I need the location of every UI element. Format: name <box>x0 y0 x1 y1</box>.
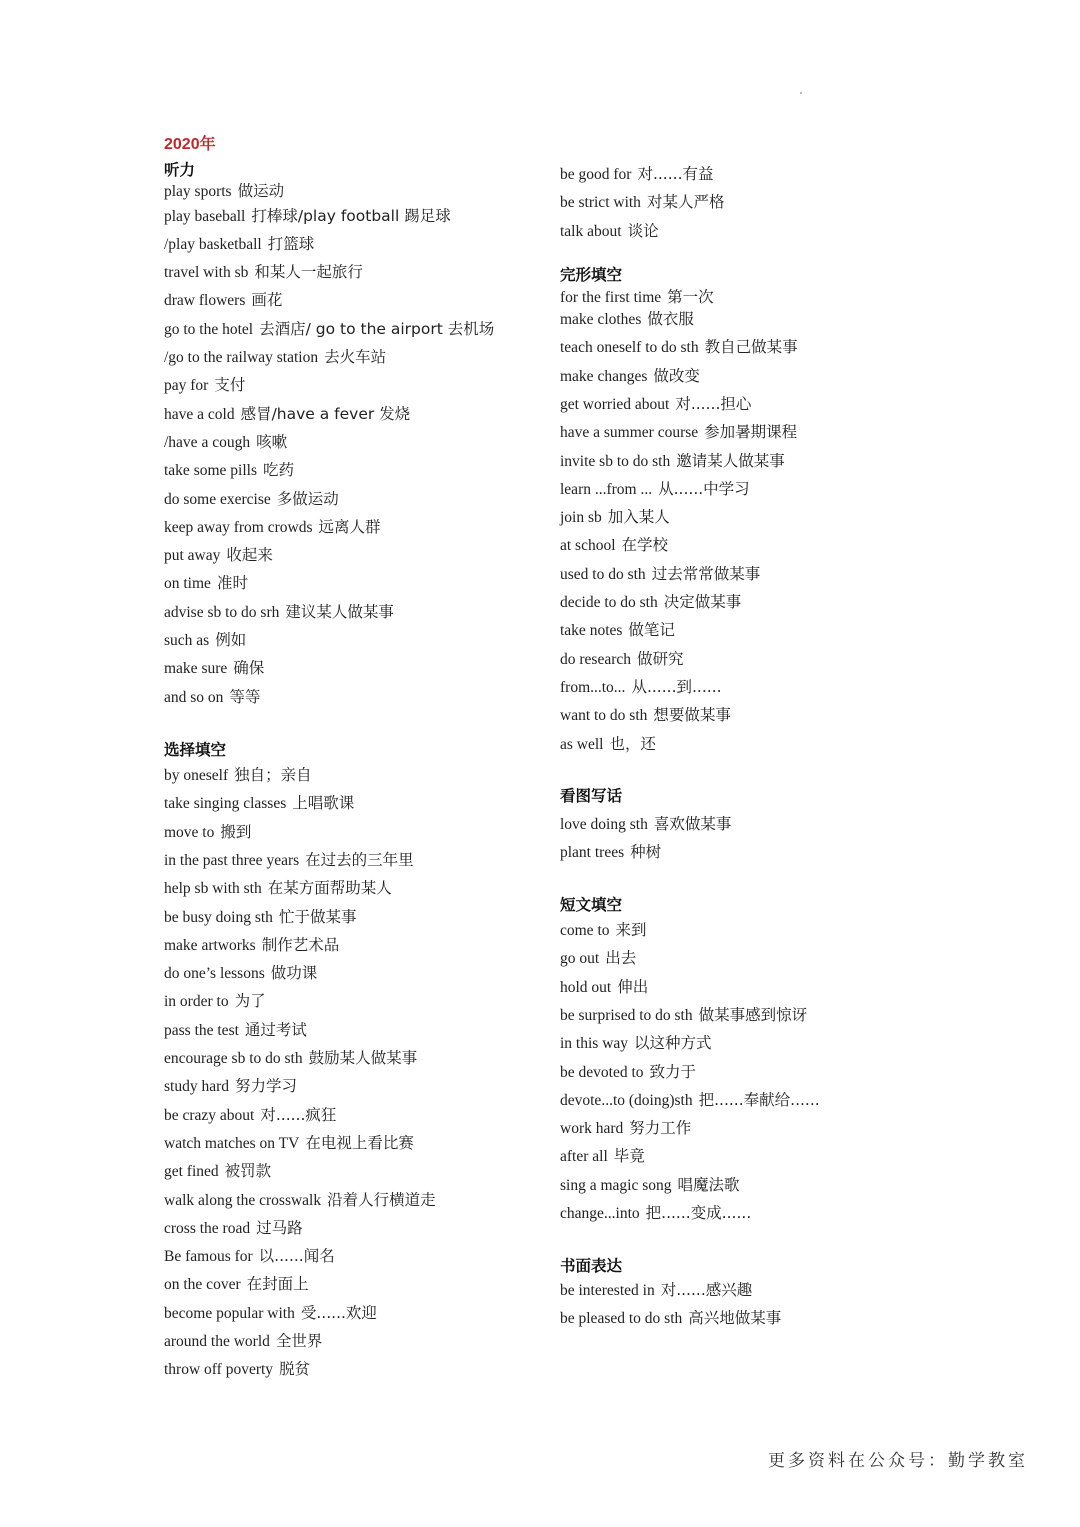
phrase-row <box>560 1005 807 1026</box>
phrase-chinese: 做研究 <box>637 649 684 668</box>
phrase-row <box>164 1105 336 1126</box>
phrase-chinese: 被罚款 <box>224 1162 272 1181</box>
phrase-english: be good for <box>560 166 632 183</box>
phrase-english: in the past three years <box>164 851 300 869</box>
phrase-english: cross the road <box>164 1219 251 1237</box>
phrase-row <box>560 337 798 358</box>
phrase-english: make clothes <box>560 311 642 328</box>
section-heading-passage-fill: 短文填空 <box>560 896 623 914</box>
phrase-chinese: 鼓励某人做某事 <box>308 1049 418 1067</box>
phrase-chinese: 做某事感到惊讶 <box>698 1005 808 1024</box>
phrase-chinese: 通过考试 <box>244 1020 307 1039</box>
phrase-english: hold out <box>560 978 612 996</box>
phrase-chinese: 全世界 <box>275 1332 323 1350</box>
phrase-english: in this way <box>560 1035 629 1053</box>
phrase-english: draw flowers <box>164 292 246 310</box>
phrase-chinese: 上唱歌课 <box>292 794 355 813</box>
phrase-english: talk about <box>560 222 622 240</box>
phrase-chinese: 忙于做某事 <box>278 907 357 926</box>
phrase-english: /go to the railway station <box>164 349 319 366</box>
phrase-chinese: 感冒/have a fever 发烧 <box>240 404 411 423</box>
phrase-chinese: 种树 <box>630 843 662 862</box>
phrase-chinese: 例如 <box>215 631 247 649</box>
phrase-row <box>164 963 317 984</box>
phrase-english: on the cover <box>164 1276 241 1294</box>
phrase-chinese: 唱魔法歌 <box>677 1175 740 1194</box>
phrase-chinese: 伸出 <box>617 977 649 996</box>
phrase-english: be surprised to do sth <box>560 1006 693 1024</box>
phrase-english: be devoted to <box>560 1063 644 1081</box>
phrase-row <box>164 658 264 679</box>
phrase-row <box>560 734 656 755</box>
phrase-chinese: 努力学习 <box>235 1077 298 1096</box>
phrase-row <box>560 366 700 387</box>
phrase-english: pay for <box>164 377 209 395</box>
phrase-chinese: 从......中学习 <box>658 479 750 498</box>
phrase-chinese: 喜欢做某事 <box>653 815 732 833</box>
phrase-row <box>164 1076 297 1097</box>
phrase-english: join sb <box>560 509 602 527</box>
phrase-english: /play basketball <box>164 235 262 253</box>
phrase-row <box>164 822 251 843</box>
phrase-row <box>560 677 722 698</box>
phrase-chinese: 对......疯狂 <box>260 1105 337 1124</box>
footer-note: 更多资料在公众号：勤学教室 <box>768 1451 1028 1471</box>
phrase-row <box>164 878 392 899</box>
phrase-english: such as <box>164 632 210 649</box>
phrase-chinese: 教自己做某事 <box>704 338 798 357</box>
phrase-row <box>560 1146 645 1167</box>
phrase-chinese: 致力于 <box>649 1062 697 1081</box>
phrase-english: as well <box>560 735 604 753</box>
phrase-row <box>164 1303 377 1324</box>
phrase-chinese: 毕竟 <box>613 1147 645 1166</box>
phrase-chinese: 过马路 <box>256 1218 303 1237</box>
phrase-chinese: 把......变成...... <box>645 1204 752 1222</box>
phrase-chinese: 为了 <box>234 992 266 1011</box>
phrase-row <box>560 1308 781 1329</box>
phrase-chinese: 谈论 <box>627 221 659 240</box>
phrase-english: play baseball <box>164 207 246 225</box>
phrase-row <box>164 1048 417 1069</box>
phrase-row <box>164 206 451 227</box>
phrase-row <box>560 620 675 641</box>
phrase-english: take some pills <box>164 462 257 480</box>
phrase-english: after all <box>560 1148 608 1166</box>
phrase-english: put away <box>164 547 221 565</box>
section-heading-writing: 书面表达 <box>560 1257 623 1275</box>
phrase-chinese: 过去常常做某事 <box>651 564 761 583</box>
phrase-row <box>164 1161 271 1182</box>
phrase-chinese: 支付 <box>214 376 246 395</box>
phrase-english: have a cold <box>164 405 235 423</box>
phrase-english: be busy doing sth <box>164 908 273 926</box>
phrase-chinese: 脱贫 <box>279 1360 311 1379</box>
phrase-row <box>164 907 356 928</box>
phrase-row <box>164 687 260 708</box>
phrase-english: devote...to (doing)sth <box>560 1091 693 1109</box>
phrase-row <box>560 977 648 998</box>
phrase-row <box>560 1090 820 1111</box>
phrase-row <box>164 181 284 202</box>
phrase-chinese: 独自；亲自 <box>234 766 312 784</box>
phrase-english: make sure <box>164 660 228 678</box>
phrase-chinese: 建议某人做某事 <box>285 602 394 621</box>
phrase-chinese: 受......欢迎 <box>300 1303 377 1322</box>
phrase-english: be strict with <box>560 194 641 212</box>
phrase-english: teach oneself to do sth <box>560 339 699 357</box>
phrase-chinese: 努力工作 <box>629 1119 692 1138</box>
phrase-chinese: 参加暑期课程 <box>704 423 798 442</box>
phrase-chinese: 沿着人行横道走 <box>327 1190 436 1209</box>
phrase-english: keep away from crowds <box>164 518 313 536</box>
phrase-row <box>164 1190 436 1211</box>
phrase-row <box>164 602 394 623</box>
phrase-english: move to <box>164 823 215 841</box>
phrase-row <box>164 630 246 651</box>
phrase-chinese: 搬到 <box>220 822 252 841</box>
phrase-english: go out <box>560 950 600 968</box>
phrase-row <box>560 1062 696 1083</box>
phrase-chinese: 对某人严格 <box>646 193 725 212</box>
phrase-english: encourage sb to do sth <box>164 1050 303 1067</box>
phrase-english: do one’s lessons <box>164 965 265 983</box>
phrase-row <box>164 991 266 1012</box>
section-heading-multiple-choice: 选择填空 <box>164 741 227 759</box>
phrase-chinese: 制作艺术品 <box>261 935 340 954</box>
phrase-row <box>164 935 339 956</box>
phrase-english: be interested in <box>560 1282 655 1299</box>
phrase-english: have a summer course <box>560 424 699 442</box>
phrase-chinese: 吃药 <box>263 461 295 480</box>
phrase-chinese: 在学校 <box>621 536 669 555</box>
phrase-english: /have a cough <box>164 433 251 451</box>
phrase-chinese: 出去 <box>605 949 637 968</box>
phrase-chinese: 高兴地做某事 <box>688 1309 782 1328</box>
phrase-english: want to do sth <box>560 707 648 725</box>
phrase-chinese: 去酒店/ go to the airport 去机场 <box>259 319 495 338</box>
phrase-chinese: 和某人一起旅行 <box>254 263 363 282</box>
phrase-chinese: 去火车站 <box>324 348 387 366</box>
phrase-english: become popular with <box>164 1304 295 1322</box>
phrase-english: used to do sth <box>560 565 646 583</box>
phrase-chinese: 等等 <box>229 687 261 706</box>
phrase-chinese: 打篮球 <box>267 234 315 253</box>
phrase-chinese: 咳嗽 <box>256 432 288 451</box>
phrase-english: come to <box>560 922 610 939</box>
phrase-chinese: 做功课 <box>270 964 318 983</box>
phrase-row <box>164 234 314 255</box>
phrase-row <box>164 262 363 283</box>
phrase-chinese: 以这种方式 <box>634 1034 712 1053</box>
phrase-row <box>164 1359 310 1380</box>
phrase-english: study hard <box>164 1078 230 1096</box>
phrase-chinese: 对......感兴趣 <box>660 1281 753 1299</box>
phrase-row <box>164 432 287 453</box>
phrase-row <box>560 1033 712 1054</box>
phrase-row <box>164 489 339 510</box>
phrase-row <box>560 164 714 185</box>
phrase-chinese: 远离人群 <box>318 517 381 536</box>
year-title: 2020年 <box>164 136 216 153</box>
phrase-row <box>560 309 694 330</box>
phrase-english: get worried about <box>560 395 670 413</box>
phrase-chinese: 把......奉献给...... <box>698 1090 820 1109</box>
phrase-row <box>164 1246 335 1267</box>
phrase-english: travel with sb <box>164 264 249 282</box>
phrase-row <box>164 347 386 368</box>
phrase-chinese: 第一次 <box>667 288 714 306</box>
phrase-english: sing a magic song <box>560 1176 672 1194</box>
phrase-english: go to the hotel <box>164 320 254 338</box>
phrase-english: on time <box>164 575 211 593</box>
phrase-row <box>164 290 282 311</box>
phrase-chinese: 做衣服 <box>647 310 694 328</box>
phrase-english: for the first time <box>560 289 662 306</box>
phrase-chinese: 做运动 <box>237 182 285 200</box>
phrase-english: do research <box>560 650 631 668</box>
phrase-row <box>560 451 785 472</box>
phrase-chinese: 确保 <box>233 659 265 678</box>
phrase-english: take notes <box>560 622 623 640</box>
phrase-english: learn ...from ... <box>560 480 653 498</box>
phrase-english: around the world <box>164 1333 270 1350</box>
phrase-english: plant trees <box>560 844 625 862</box>
phrase-row <box>164 1133 414 1154</box>
phrase-row <box>164 517 381 538</box>
phrase-english: at school <box>560 537 616 555</box>
phrase-row <box>560 1118 691 1139</box>
phrase-english: make changes <box>560 367 648 385</box>
phrase-row <box>560 592 741 613</box>
phrase-english: advise sb to do srh <box>164 603 280 621</box>
phrase-row <box>560 422 797 443</box>
phrase-chinese: 从......到...... <box>631 677 722 696</box>
phrase-english: by oneself <box>164 767 229 784</box>
phrase-english: decide to do sth <box>560 594 658 611</box>
phrase-row <box>560 192 724 213</box>
phrase-chinese: 决定做某事 <box>663 593 742 611</box>
phrase-chinese: 在过去的三年里 <box>305 850 414 869</box>
phrase-row <box>560 287 714 308</box>
phrase-row <box>560 920 647 941</box>
phrase-english: be crazy about <box>164 1106 255 1124</box>
phrase-chinese: 对......有益 <box>637 165 714 183</box>
phrase-row <box>164 850 414 871</box>
phrase-row <box>164 375 245 396</box>
phrase-row <box>560 948 636 969</box>
phrase-row <box>164 404 410 425</box>
phrase-english: help sb with sth <box>164 880 262 898</box>
phrase-english: and so on <box>164 688 224 706</box>
phrase-chinese: 多做运动 <box>276 489 339 508</box>
phrase-english: play sports <box>164 183 232 200</box>
phrase-chinese: 在电视上看比赛 <box>305 1133 414 1152</box>
phrase-english: watch matches on TV <box>164 1134 300 1152</box>
phrase-row <box>560 507 670 528</box>
phrase-english: do some exercise <box>164 490 271 508</box>
phrase-row <box>560 479 750 500</box>
phrase-english: take singing classes <box>164 795 287 813</box>
phrase-row <box>164 1331 322 1352</box>
phrase-chinese: 做改变 <box>653 366 700 385</box>
phrase-english: walk along the crosswalk <box>164 1191 322 1209</box>
phrase-english: invite sb to do sth <box>560 452 671 470</box>
phrase-row <box>164 1274 309 1295</box>
phrase-chinese: 对......担心 <box>675 394 752 413</box>
phrase-english: love doing sth <box>560 816 648 833</box>
phrase-english: pass the test <box>164 1021 239 1039</box>
phrase-english: Be famous for <box>164 1248 253 1266</box>
phrase-row <box>560 649 684 670</box>
phrase-row <box>164 1020 307 1041</box>
phrase-english: get fined <box>164 1163 219 1181</box>
phrase-chinese: 在封面上 <box>246 1275 309 1294</box>
phrase-row <box>164 765 312 786</box>
phrase-chinese: 邀请某人做某事 <box>676 451 785 470</box>
phrase-row <box>560 564 760 585</box>
phrase-row <box>560 814 731 835</box>
phrase-row <box>560 705 731 726</box>
phrase-row <box>560 842 661 863</box>
phrase-chinese: 做笔记 <box>628 621 675 640</box>
phrase-chinese: 收起来 <box>226 546 273 565</box>
section-heading-listening: 听力 <box>164 161 196 179</box>
phrase-english: in order to <box>164 993 229 1011</box>
phrase-row <box>560 394 751 415</box>
phrase-english: work hard <box>560 1120 624 1138</box>
scan-speck <box>800 92 802 94</box>
phrase-english: from...to... <box>560 678 626 696</box>
phrase-row <box>164 319 494 340</box>
phrase-row <box>560 1175 740 1196</box>
phrase-row <box>560 221 659 242</box>
phrase-english: be pleased to do sth <box>560 1310 683 1328</box>
section-heading-cloze: 完形填空 <box>560 266 623 284</box>
phrase-chinese: 在某方面帮助某人 <box>267 879 392 898</box>
phrase-chinese: 来到 <box>615 921 647 939</box>
phrase-chinese: 打棒球/play football 踢足球 <box>251 206 451 225</box>
phrase-english: throw off poverty <box>164 1361 274 1379</box>
phrase-chinese: 加入某人 <box>607 508 670 527</box>
phrase-chinese: 想要做某事 <box>653 706 731 725</box>
phrase-chinese: 以......闻名 <box>258 1247 335 1266</box>
phrase-row <box>164 1218 303 1239</box>
phrase-row <box>164 793 354 814</box>
phrase-english: change...into <box>560 1205 640 1222</box>
phrase-row <box>560 1203 751 1224</box>
phrase-chinese: 也，还 <box>609 734 656 753</box>
phrase-row <box>164 573 248 594</box>
phrase-row <box>164 460 294 481</box>
phrase-row <box>164 545 273 566</box>
phrase-english: make artworks <box>164 936 256 954</box>
section-heading-picture-writing: 看图写话 <box>560 787 623 805</box>
phrase-row <box>560 535 668 556</box>
phrase-chinese: 准时 <box>216 574 248 593</box>
phrase-row <box>560 1280 752 1301</box>
phrase-chinese: 画花 <box>251 291 283 310</box>
